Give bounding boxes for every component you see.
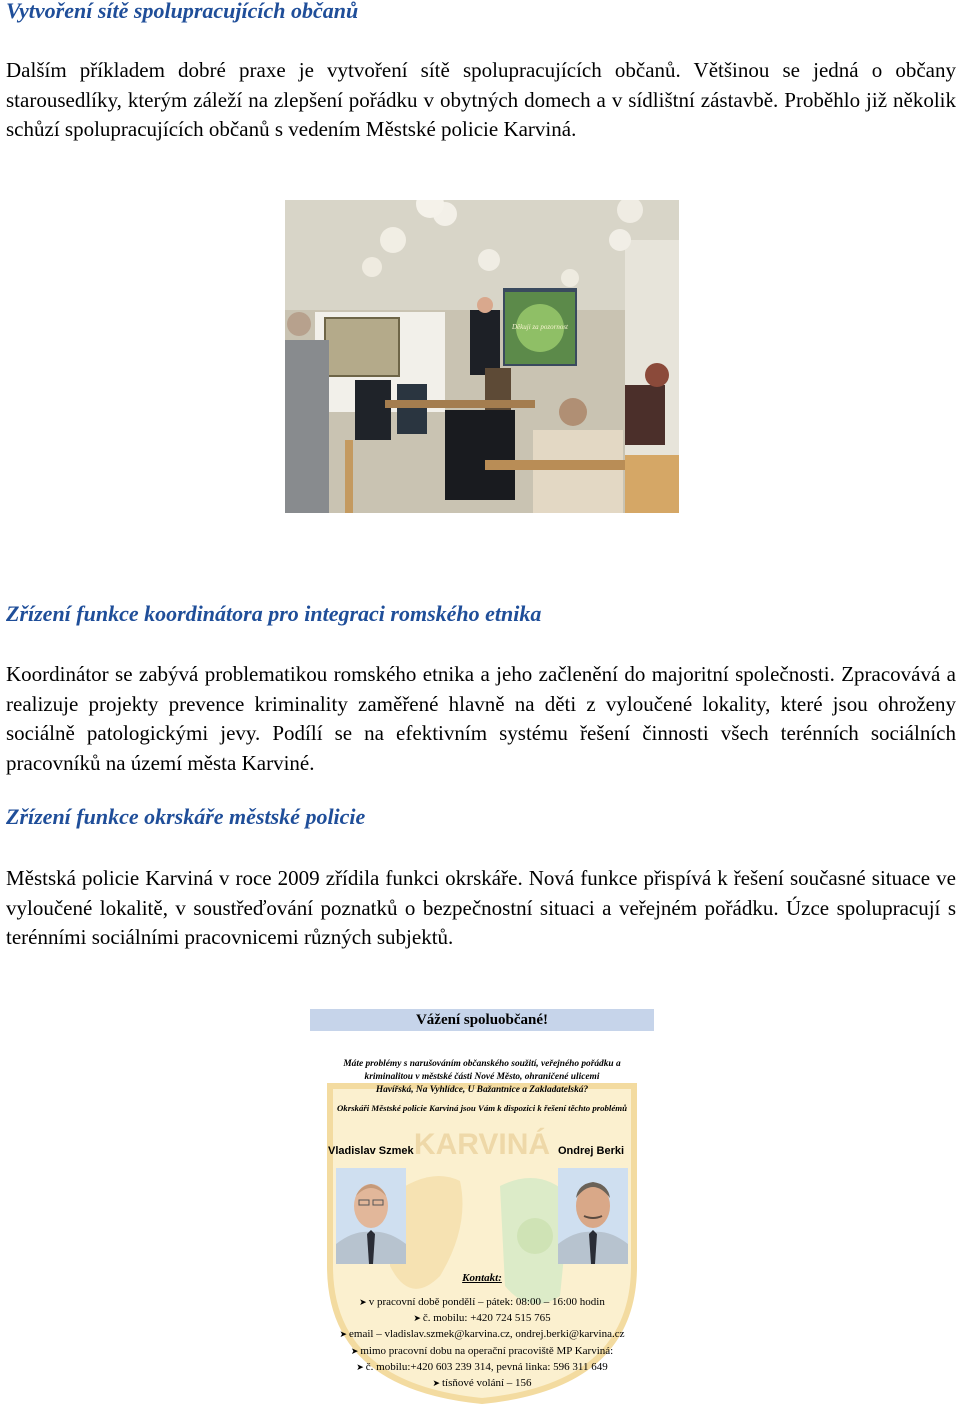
officer-portrait-right — [558, 1168, 628, 1264]
contact-item-text: v pracovní době pondělí – pátek: 08:00 – 16:00 hodin — [368, 1296, 605, 1308]
arrow-bullet-icon: ➤ — [356, 1361, 364, 1372]
section-paragraph-citizens-network: Dalším příkladem dobré praxe je vytvoření sítě spolupracujících občanů. Většinou se jedná o občany starousedlíky, kterým záleží na zlepšení pořádku v obytných domech a v sídlištní zástavbě. Proběhlo již několik schůzí spolupracujících občanů s vedením Městské policie Karviná. — [6, 58, 956, 141]
contact-item — [310, 1343, 654, 1359]
contact-item-text: č. mobilu:+420 603 239 314, pevná linka: 596 311 649 — [365, 1360, 608, 1373]
contact-item-text: tísňové volání – 156 — [442, 1377, 532, 1390]
contact-item — [310, 1310, 654, 1326]
flyer-note: Okrskáři Městské policie Karviná jsou Vám k dispozici k řešení těchto problémů — [336, 1103, 628, 1113]
section-paragraph-roma-coordinator: Koordinátor se zabývá problematikou romského etnika a jeho začlenění do majoritní společnosti. Zpracovává a realizuje projekty prevence kriminality zaměřené hlavně na děti z vyloučené lokality, které jsou ohroženy sociálně patologickými jevy. Podílí se na efektivním systému řešení činnosti všech terénních sociálních pracovníků na území města Karviné. — [6, 662, 956, 775]
contact-item — [310, 1359, 654, 1375]
watermark-text: KARVINÁ — [413, 1128, 551, 1161]
contact-item-text: email – vladislav.szmek@karvina.cz, ondrej.berki@karvina.cz — [349, 1328, 625, 1341]
section-paragraph-district-officer: Městská policie Karviná v roce 2009 zřídila funkci okrskáře. Nová funkce přispívá k řešení současné situace ve vyloučené lokalitě, v soustřeďování poznatků o bezpečnostní situaci a veřejném pořádku. Úzce spolupracují s terénními sociálními pracovnicemi různých subjektů. — [6, 866, 956, 949]
section-heading-roma-coordinator: Zřízení funkce koordinátora pro integraci romského etnika — [6, 601, 542, 626]
flyer-intro-line: Havířská, Na Vyhlídce, U Bažantnice a Zakladatelská? — [375, 1085, 589, 1095]
arrow-bullet-icon: ➤ — [432, 1378, 440, 1389]
contact-item-text: č. mobilu: +420 724 515 765 — [422, 1312, 551, 1325]
slide-text: Děkuji za pozornost — [512, 323, 568, 331]
arrow-bullet-icon: ➤ — [413, 1313, 421, 1324]
contact-title: Kontakt: — [462, 1272, 502, 1284]
meeting-photo — [285, 200, 679, 513]
arrow-bullet-icon: ➤ — [350, 1345, 359, 1356]
contact-item — [310, 1375, 654, 1391]
police-flyer — [310, 1006, 654, 1404]
officer-name-left: Vladislav Szmek — [328, 1145, 414, 1157]
officer-portrait-left-image — [336, 1168, 406, 1264]
contact-item-text: mimo pracovní dobu na operační pracoviště MP Karviná: — [360, 1344, 614, 1357]
flyer-intro-line: kriminalitou v městské části Nové Město, ohraničené ulicemi — [364, 1072, 600, 1082]
arrow-bullet-icon: ➤ — [339, 1329, 348, 1340]
officer-name-right: Ondrej Berki — [558, 1145, 625, 1157]
arrow-bullet-icon: ➤ — [359, 1297, 367, 1307]
contact-list — [310, 1294, 654, 1391]
flyer-intro-line: Máte problémy s narušováním občanského soužití, veřejného pořádku a — [343, 1059, 621, 1069]
flyer-intro — [310, 1058, 654, 1097]
section-heading-district-officer: Zřízení funkce okrskáře městské policie — [6, 804, 366, 829]
flyer-title: Vážení spoluobčané! — [310, 1009, 654, 1031]
officer-portrait-left — [336, 1168, 406, 1264]
officer-portrait-right-image — [558, 1168, 628, 1264]
meeting-photo-illustration — [285, 200, 679, 513]
contact-item — [310, 1294, 654, 1310]
section-heading-citizens-network: Vytvoření sítě spolupracujících občanů — [6, 0, 359, 23]
contact-item — [310, 1326, 654, 1342]
